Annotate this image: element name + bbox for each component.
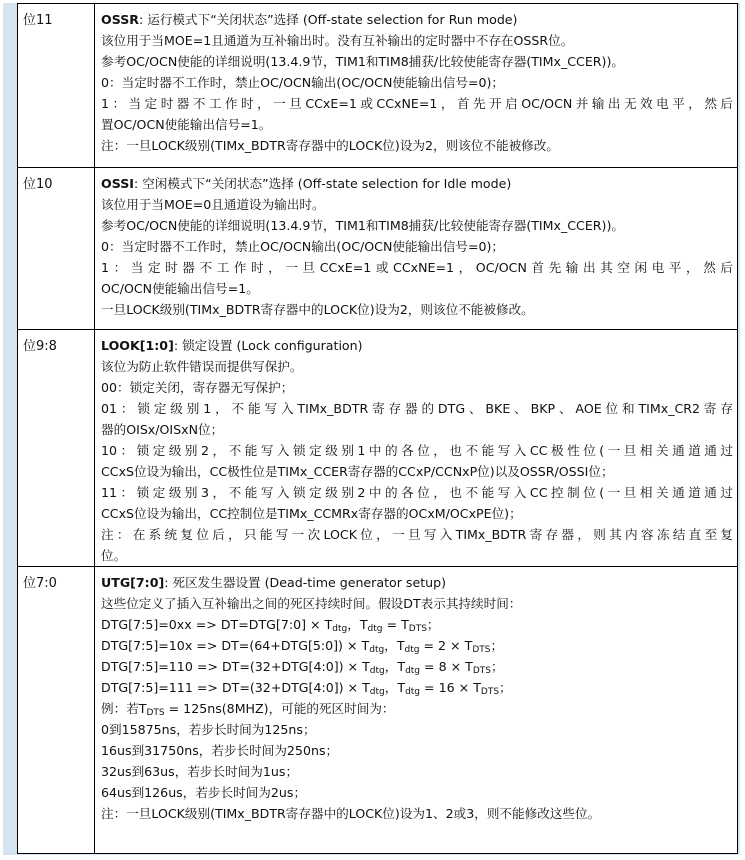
subscript: DTS <box>480 687 500 697</box>
subscript: dtg <box>367 624 383 634</box>
description-line: 置OC/OCN使能输出信号=1。 <box>101 117 272 132</box>
table-row-bit10 <box>18 168 738 330</box>
description-line: 该位用于当MOE=1且通道为互补输出时。没有互补输出的定时器中不存在OSSR位。 <box>101 33 574 48</box>
subscript: DTS <box>408 624 427 634</box>
register-bit-table <box>17 3 738 854</box>
subscript: dtg <box>405 666 421 676</box>
description-line: 0：当定时器不工作时，禁止OC/OCN输出(OC/OCN使能输出信号=0)； <box>101 239 505 254</box>
table-row-bit9-8 <box>18 330 738 567</box>
formula-line: DTG[7:5]=111 => DT=(32+DTG[4:0]) × $T_{dtg}$，$T_{dtg} = 16 \times T_{DTS}$； <box>101 680 512 697</box>
description-line: 参考OC/OCN使能的详细说明(13.4.9节，TIM1和TIM8捕获/比较使能寄存器(TIMx_CCER))。 <box>101 218 624 233</box>
subscript: dtg <box>369 645 385 655</box>
subscript: dtg <box>404 645 420 655</box>
bit-description <box>95 567 738 854</box>
description-line: 器的OISx/OISxN位； <box>101 422 224 437</box>
description-line: 1：当定时器不工作时，一旦CCxE=1或CCxNE=1，OC/OCN首先输出其空闲电平，然后 <box>101 260 733 275</box>
field-title <box>101 572 733 593</box>
description-line: 1：当定时器不工作时，一旦CCxE=1或CCxNE=1，首先开启OC/OCN并输出无效电平，然后 <box>101 96 733 111</box>
formula-line: DTG[7:5]=0xx => DT=DTG[7:0] × $T_{dtg}$，$T_{dtg} = T_{DTS}$； <box>101 617 440 634</box>
description-line: 00：锁定关闭，寄存器无写保护； <box>101 380 294 395</box>
subscript: DTS <box>472 666 492 676</box>
field-title <box>101 335 733 356</box>
subscript: dtg <box>369 687 385 697</box>
description-line: CCxS位设为输出，CC极性位是TIMx_CCER寄存器的CCxP/CCNxP位)以及OSSR/OSSI位； <box>101 464 614 479</box>
bit-description <box>95 4 738 168</box>
table-row-bit7-0 <box>18 567 738 854</box>
field-title-text: : 锁定设置 (Lock configuration) <box>173 338 363 353</box>
field-title <box>101 173 733 194</box>
note-line: 注：一旦LOCK级别(TIMx_BDTR寄存器中的LOCK位)设为2，则该位不能被修改。 <box>101 138 559 153</box>
field-title-text: : 空闲模式下“关闭状态”选择 (Off-state selection for Idle mode) <box>133 176 512 191</box>
example-line: 例：若$T_{DTS} = 125ns(8MHZ)$，可能的死区时间为： <box>101 701 395 718</box>
bit-description <box>95 168 738 330</box>
subscript: dtg <box>369 666 385 676</box>
formula-line: DTG[7:5]=110 => DT=(32+DTG[4:0]) × $T_{dtg}$，$T_{dtg} = 8 \times T_{DTS}$； <box>101 659 504 676</box>
field-name: OSSI <box>101 176 134 191</box>
subscript: dtg <box>405 687 421 697</box>
table-row-bit11 <box>18 4 738 168</box>
subscript: DTS <box>146 708 165 718</box>
description-line: 64us到126us，若步长时间为2us； <box>101 785 307 800</box>
description-line: OC/OCN使能输出信号=1。 <box>101 281 259 296</box>
formula-line: DTG[7:5]=10x => DT=(64+DTG[5:0]) × $T_{dtg}$，$T_{dtg} = 2 \times T_{DTS}$； <box>101 638 504 655</box>
description-line: 10：锁定级别2，不能写入锁定级别1中的各位，也不能写入CC极性位(一旦相关通道通过 <box>101 443 733 458</box>
description-line: 0到15875ns，若步长时间为125ns； <box>101 722 316 737</box>
subscript: DTS <box>472 645 491 655</box>
note-line: 注：在系统复位后，只能写一次LOCK位，一旦写入TIMx_BDTR寄存器，则其内容冻结直至复 <box>101 527 733 542</box>
field-title-text: : 死区发生器设置 (Dead-time generator setup) <box>164 575 447 590</box>
field-title <box>101 9 733 30</box>
description-line: 参考OC/OCN使能的详细说明(13.4.9节，TIM1和TIM8捕获/比较使能寄存器(TIMx_CCER))。 <box>101 54 624 69</box>
description-line: 该位用于当MOE=0且通道设为输出时。 <box>101 197 325 212</box>
description-line: 该位为防止软件错误而提供写保护。 <box>101 359 303 374</box>
description-line: CCxS位设为输出，CC控制位是TIMx_CCMRx寄存器的OCxM/OCxPE位)； <box>101 506 522 521</box>
subscript: dtg <box>332 624 348 634</box>
field-name: UTG[7:0] <box>101 575 165 590</box>
field-name: LOOK[1:0] <box>101 338 174 353</box>
field-name: OSSR <box>101 12 139 27</box>
description-line: 32us到63us，若步长时间为1us； <box>101 764 299 779</box>
bit-label: 位10 <box>18 168 95 330</box>
bit-label: 位7:0 <box>18 567 95 854</box>
bit-description <box>95 330 738 567</box>
description-line: 这些位定义了插入互补输出之间的死区持续时间。假设DT表示其持续时间： <box>101 596 522 611</box>
description-line: 11：锁定级别3，不能写入锁定级别2中的各位，也不能写入CC控制位(一旦相关通道通过 <box>101 485 733 500</box>
description-line: 0：当定时器不工作时，禁止OC/OCN输出(OC/OCN使能输出信号=0)； <box>101 75 505 90</box>
description-line: 16us到31750ns，若步长时间为250ns； <box>101 743 339 758</box>
field-title-text: : 运行模式下“关闭状态”选择 (Off-state selection for Run mode) <box>138 12 518 27</box>
note-line: 注：一旦LOCK级别(TIMx_BDTR寄存器中的LOCK位)设为1、2或3，则不能修改这些位。 <box>101 806 601 821</box>
note-line: 位。 <box>101 548 127 563</box>
bit-label: 位9:8 <box>18 330 95 567</box>
description-line: 01：锁定级别1，不能写入TIMx_BDTR寄存器的DTG、BKE、BKP、AOE位和TIMx_CR2寄存 <box>101 401 733 416</box>
note-line: 一旦LOCK级别(TIMx_BDTR寄存器中的LOCK位)设为2，则该位不能被修改。 <box>101 302 534 317</box>
bit-label: 位11 <box>18 4 95 168</box>
